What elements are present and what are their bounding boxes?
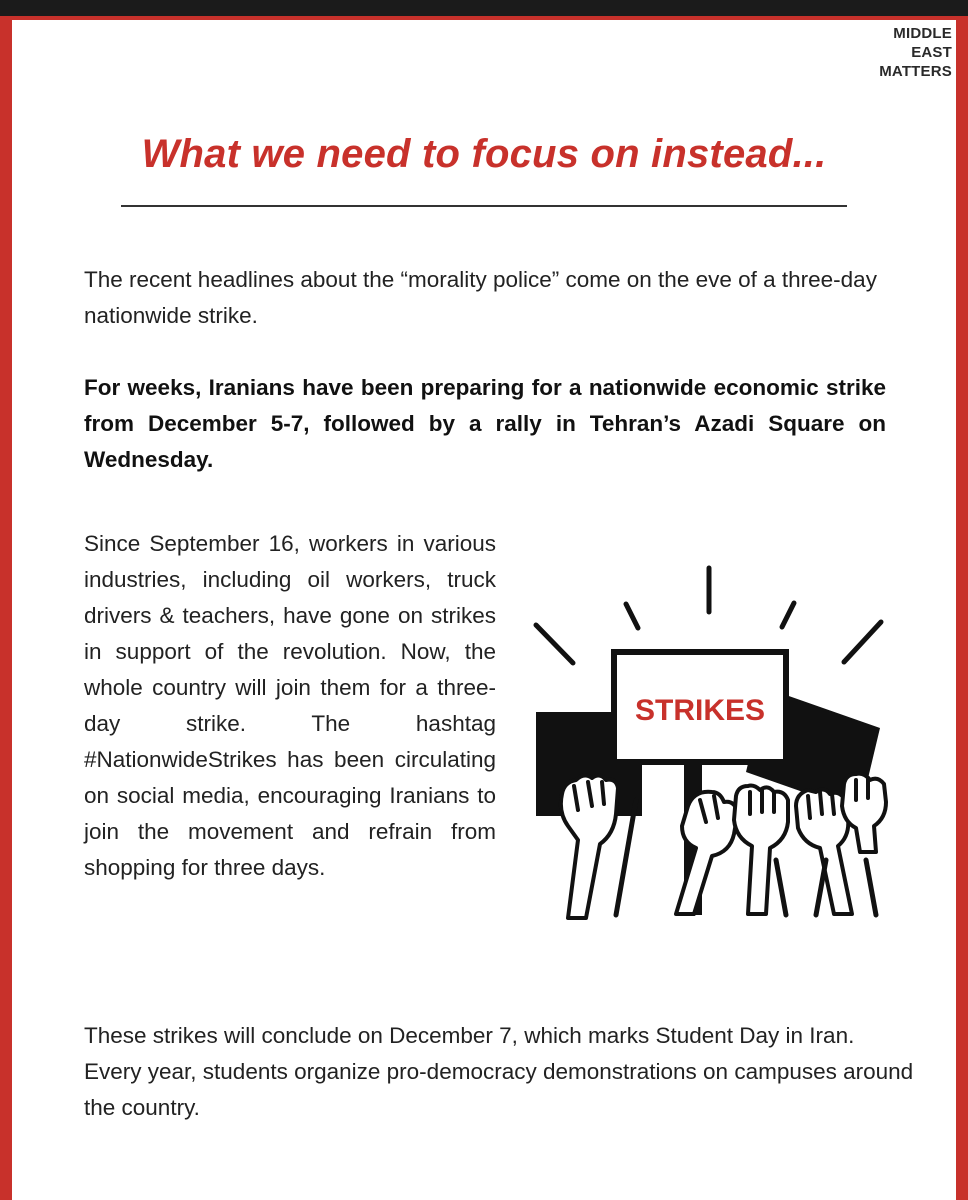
strikes-illustration	[516, 560, 896, 920]
protest-sign-icon	[516, 560, 896, 920]
burst-ray	[782, 603, 794, 627]
arm-line	[776, 860, 786, 915]
top-strip	[0, 0, 968, 16]
burst-ray	[844, 622, 881, 662]
highlight-paragraph: For weeks, Iranians have been preparing for a nationwide economic strike from December 5-7, followed by a rally in Tehran’s Azadi Square on Wednesday.	[84, 375, 886, 472]
brand-logo	[842, 24, 952, 81]
page-title: What we need to focus on instead...	[141, 132, 827, 176]
brand-line-2: EAST	[911, 44, 952, 61]
burst-ray	[536, 625, 573, 663]
conclusion-paragraph: These strikes will conclude on December 7, which marks Student Day in Iran. Every year, students organize pro-democracy demonstrations on campuses around the country.	[84, 1023, 914, 1120]
title-divider	[121, 205, 847, 207]
brand-line-3: MATTERS	[879, 63, 952, 80]
sign-label: STRIKES	[634, 694, 766, 727]
arm-line	[616, 800, 636, 915]
arm-line	[866, 860, 876, 915]
brand-line-1: MIDDLE	[893, 25, 952, 42]
burst-ray	[626, 604, 638, 628]
fist-far-right	[842, 774, 886, 852]
arm-line	[816, 860, 826, 915]
body-paragraph: Since September 16, workers in various industries, including oil workers, truck drivers & teachers, have gone on strikes in support of the revolution. Now, the whole country will join them for a three-day strike. The hashtag #NationwideStrikes has been circulating on social media, encouraging Iranians to join the movement and refrain from shopping for three days.	[84, 531, 496, 880]
intro-paragraph: The recent headlines about the “morality police” come on the eve of a three-day nationwide strike.	[84, 267, 877, 328]
